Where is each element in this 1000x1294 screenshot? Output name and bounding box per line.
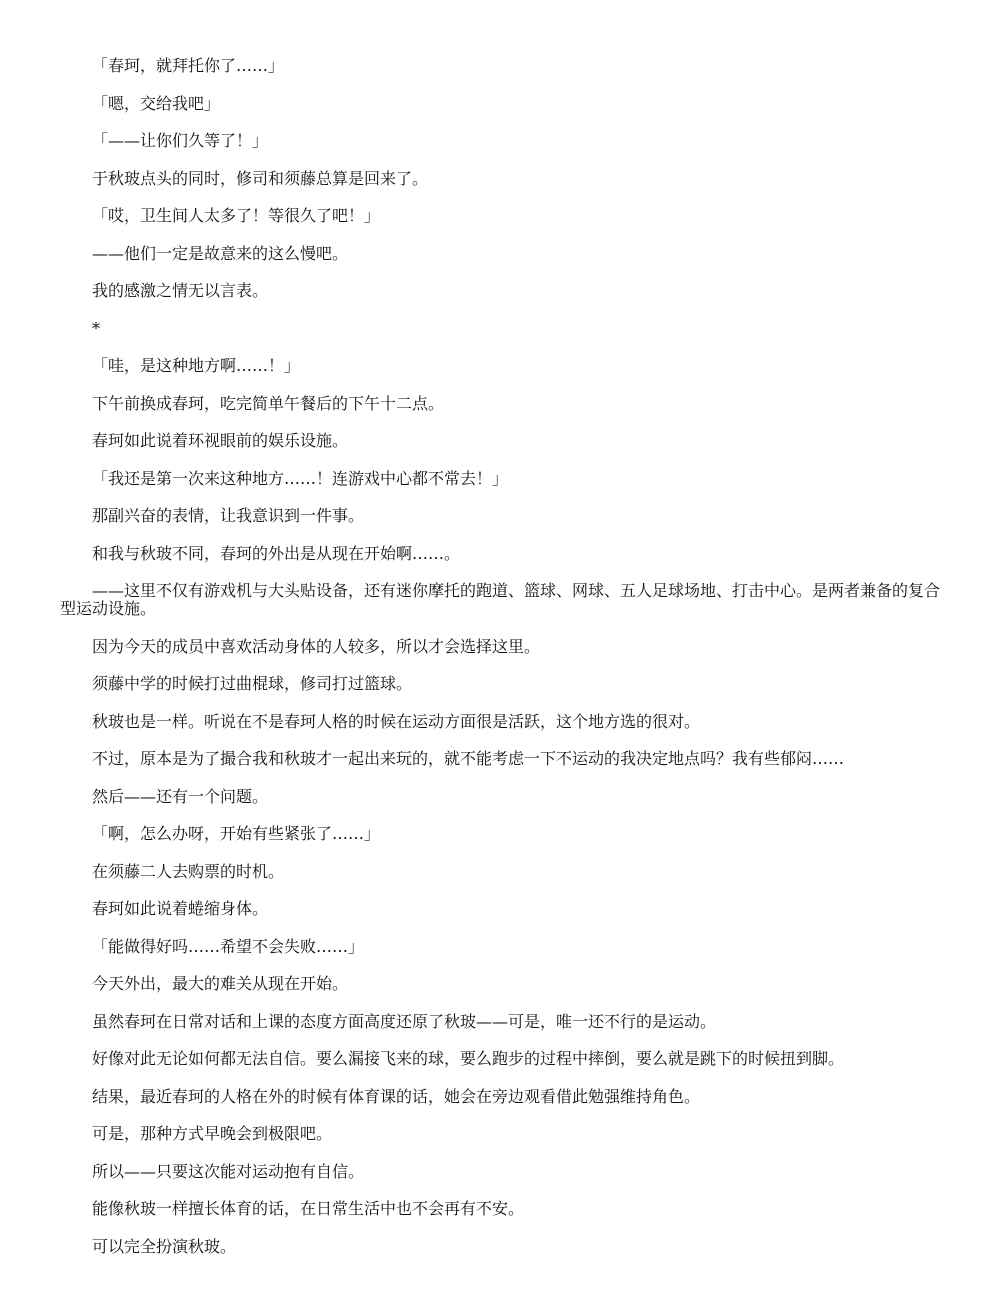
paragraph: 秋玻也是一样。听说在不是春珂人格的时候在运动方面很是活跃，这个地方选的很对。 [92, 711, 701, 731]
paragraph: 「哎，卫生间人太多了！等很久了吧！」 [92, 206, 381, 225]
paragraph: 今天外出，最大的难关从现在开始。 [92, 974, 349, 993]
paragraph: 好像对此无论如何都无法自信。要么漏接飞来的球，要么跑步的过程中摔倒，要么就是跳下的时候扭到脚。 [92, 1049, 845, 1068]
paragraph: ——这里不仅有游戏机与大头贴设备，还有迷你摩托的跑道、篮球、网球、五人足球场地、打击中心。是两者兼备的复合型运动设施。 [60, 581, 941, 618]
paragraph: 虽然春珂在日常对话和上课的态度方面高度还原了秋玻——可是，唯一还不行的是运动。 [92, 1011, 717, 1031]
paragraph: 我的感激之情无以言表。 [92, 281, 269, 300]
paragraph: 能像秋玻一样擅长体育的话，在日常生活中也不会再有不安。 [92, 1199, 525, 1218]
paragraph: 可以完全扮演秋玻。 [92, 1236, 237, 1256]
paragraph: 「我还是第一次来这种地方……！连游戏中心都不常去！」 [92, 468, 509, 488]
paragraph: 不过，原本是为了撮合我和秋玻才一起出来玩的，就不能考虑一下不运动的我决定地点吗？我有些郁闷…… [92, 749, 845, 768]
paragraph: 所以——只要这次能对运动抱有自信。 [92, 1161, 365, 1181]
paragraph: 因为今天的成员中喜欢活动身体的人较多，所以才会选择这里。 [92, 636, 541, 656]
paragraph: 和我与秋玻不同，春珂的外出是从现在开始啊……。 [92, 543, 461, 563]
paragraph: 于秋玻点头的同时，修司和须藤总算是回来了。 [92, 168, 429, 188]
paragraph: 下午前换成春珂，吃完简单午餐后的下午十二点。 [92, 393, 445, 413]
paragraph: 春珂如此说着蜷缩身体。 [92, 899, 269, 918]
paragraph: 「——让你们久等了！」 [92, 131, 269, 150]
paragraph: 春珂如此说着环视眼前的娱乐设施。 [92, 431, 349, 450]
paragraph: 结果，最近春珂的人格在外的时候有体育课的话，她会在旁边观看借此勉强维持角色。 [92, 1086, 701, 1106]
paragraph: 「啊，怎么办呀，开始有些紧张了……」 [92, 824, 381, 843]
paragraph: 「春珂，就拜托你了……」 [92, 56, 285, 75]
paragraph: 「哇，是这种地方啊……！」 [92, 356, 301, 375]
paragraph: 「嗯，交给我吧」 [92, 93, 221, 113]
paragraph: 「能做得好吗……希望不会失败……」 [92, 936, 365, 956]
paragraph: 可是，那种方式早晚会到极限吧。 [92, 1124, 333, 1143]
paragraph: 在须藤二人去购票的时机。 [92, 861, 285, 881]
paragraph: 然后——还有一个问题。 [92, 786, 269, 806]
paragraph: ——他们一定是故意来的这么慢吧。 [92, 243, 349, 263]
paragraph: 须藤中学的时候打过曲棍球，修司打过篮球。 [92, 674, 413, 693]
paragraph: 那副兴奋的表情，让我意识到一件事。 [92, 506, 365, 525]
scene-break: * [92, 318, 100, 338]
